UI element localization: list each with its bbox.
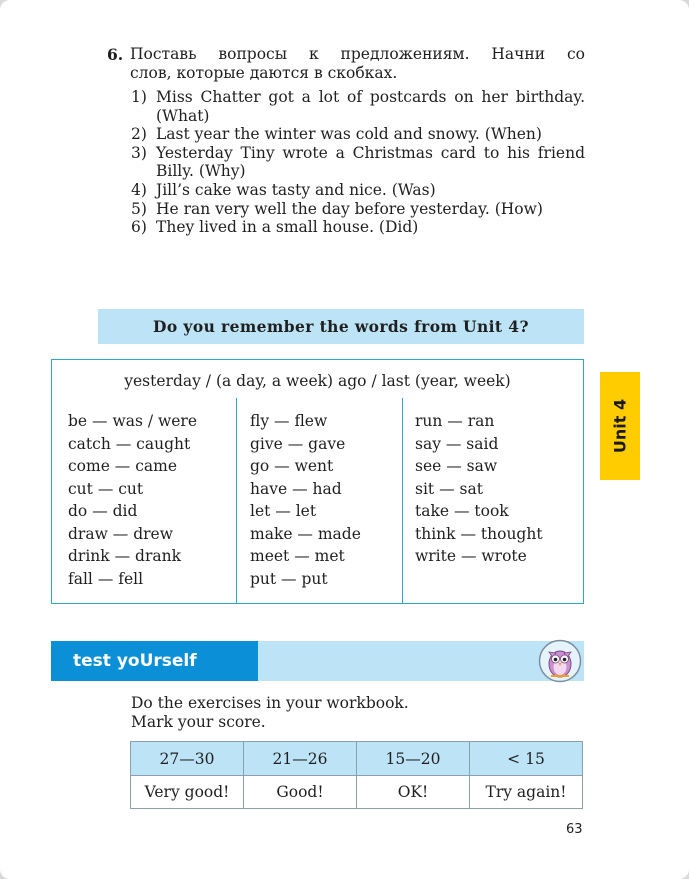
item-number: 1) bbox=[131, 88, 147, 106]
score-ratings-row bbox=[131, 776, 583, 809]
exercise-instruction bbox=[130, 45, 585, 83]
owl-icon bbox=[538, 639, 582, 683]
verb-pair: see — saw bbox=[415, 457, 498, 475]
score-rating: Try again! bbox=[470, 776, 583, 809]
verb-pair: make — made bbox=[250, 524, 361, 543]
word-box-header: yesterday / (a day, a week) ago / last (year, week) bbox=[124, 372, 511, 390]
verb-pair: think — thought bbox=[415, 524, 543, 543]
score-table bbox=[130, 741, 583, 809]
score-rating: Very good! bbox=[131, 776, 244, 809]
verb-pair: fall — fell bbox=[68, 569, 144, 588]
verb-pair: be — was / were bbox=[68, 412, 198, 430]
workbook-line-1: Do the exercises in your workbook. bbox=[131, 694, 409, 712]
score-range: 15—20 bbox=[357, 742, 470, 776]
page-number: 63 bbox=[566, 822, 583, 837]
verb-pair: come — came bbox=[68, 457, 178, 475]
test-yourself-label: test yoUrself bbox=[51, 641, 258, 681]
item-number: 3) bbox=[131, 143, 147, 162]
item-text: Miss Chatter got a lot of postcards on her birthday. (What) bbox=[156, 88, 585, 125]
verb-pair: go — went bbox=[250, 457, 334, 475]
exercise-number: 6. bbox=[107, 45, 124, 64]
exercise-item bbox=[131, 181, 585, 200]
item-text: Last year the winter was cold and snowy. (When) bbox=[156, 125, 542, 144]
test-yourself-bar bbox=[51, 641, 584, 681]
verb-pair: catch — caught bbox=[68, 434, 191, 453]
exercise-item bbox=[131, 200, 585, 219]
item-number: 6) bbox=[131, 218, 147, 237]
instruction-line-2: слов, которые даются в скобках. bbox=[130, 64, 398, 82]
banner-title: Do you remember the words from Unit 4? bbox=[153, 317, 529, 336]
words-banner bbox=[98, 309, 584, 344]
item-text: They lived in a small house. (Did) bbox=[156, 218, 419, 237]
item-number: 4) bbox=[131, 180, 147, 199]
exercise-item bbox=[131, 125, 585, 144]
verb-column-1 bbox=[52, 398, 237, 603]
word-box bbox=[51, 359, 584, 604]
score-range: 21—26 bbox=[244, 742, 357, 776]
exercise-item bbox=[131, 144, 585, 181]
exercise-item bbox=[131, 218, 585, 237]
item-text: Yesterday Tiny wrote a Christmas card to his friend Billy. (Why) bbox=[156, 143, 585, 181]
score-rating: OK! bbox=[357, 776, 470, 809]
exercise-6 bbox=[107, 45, 585, 237]
verb-pair: sit — sat bbox=[415, 479, 483, 498]
verb-pair: draw — drew bbox=[68, 524, 173, 543]
verb-pair: drink — drank bbox=[68, 547, 181, 565]
unit-tab-label: Unit 4 bbox=[610, 398, 630, 454]
workbook-line-2: Mark your score. bbox=[131, 713, 266, 731]
exercise-items bbox=[107, 88, 585, 237]
verb-pair: fly — flew bbox=[250, 412, 328, 430]
item-number: 5) bbox=[131, 199, 147, 218]
score-range: < 15 bbox=[470, 742, 583, 776]
verb-pair: say — said bbox=[415, 434, 499, 453]
verb-pair: write — wrote bbox=[415, 547, 527, 565]
verb-pair: let — let bbox=[250, 502, 317, 520]
exercise-item bbox=[131, 88, 585, 125]
score-rating: Good! bbox=[244, 776, 357, 809]
verb-column-2 bbox=[238, 398, 403, 603]
item-text: He ran very well the day before yesterday. (How) bbox=[156, 199, 543, 218]
verb-pair: run — ran bbox=[415, 412, 495, 430]
verb-pair: put — put bbox=[250, 569, 328, 588]
verb-pair: have — had bbox=[250, 479, 342, 498]
verb-pair: cut — cut bbox=[68, 479, 144, 498]
workbook-instructions bbox=[131, 694, 409, 732]
verb-pair: take — took bbox=[415, 502, 509, 520]
verb-pair: give — gave bbox=[250, 434, 346, 453]
item-text: Jill’s cake was tasty and nice. (Was) bbox=[156, 180, 436, 199]
unit-tab bbox=[600, 372, 640, 480]
score-ranges-row bbox=[131, 742, 583, 776]
verb-column-3 bbox=[404, 398, 583, 603]
instruction-line-1: Поставь вопросы к предложениям. Начни со bbox=[130, 45, 585, 63]
verb-pair: do — did bbox=[68, 502, 138, 520]
item-number: 2) bbox=[131, 125, 147, 144]
verb-pair: meet — met bbox=[250, 547, 345, 565]
score-range: 27—30 bbox=[131, 742, 244, 776]
